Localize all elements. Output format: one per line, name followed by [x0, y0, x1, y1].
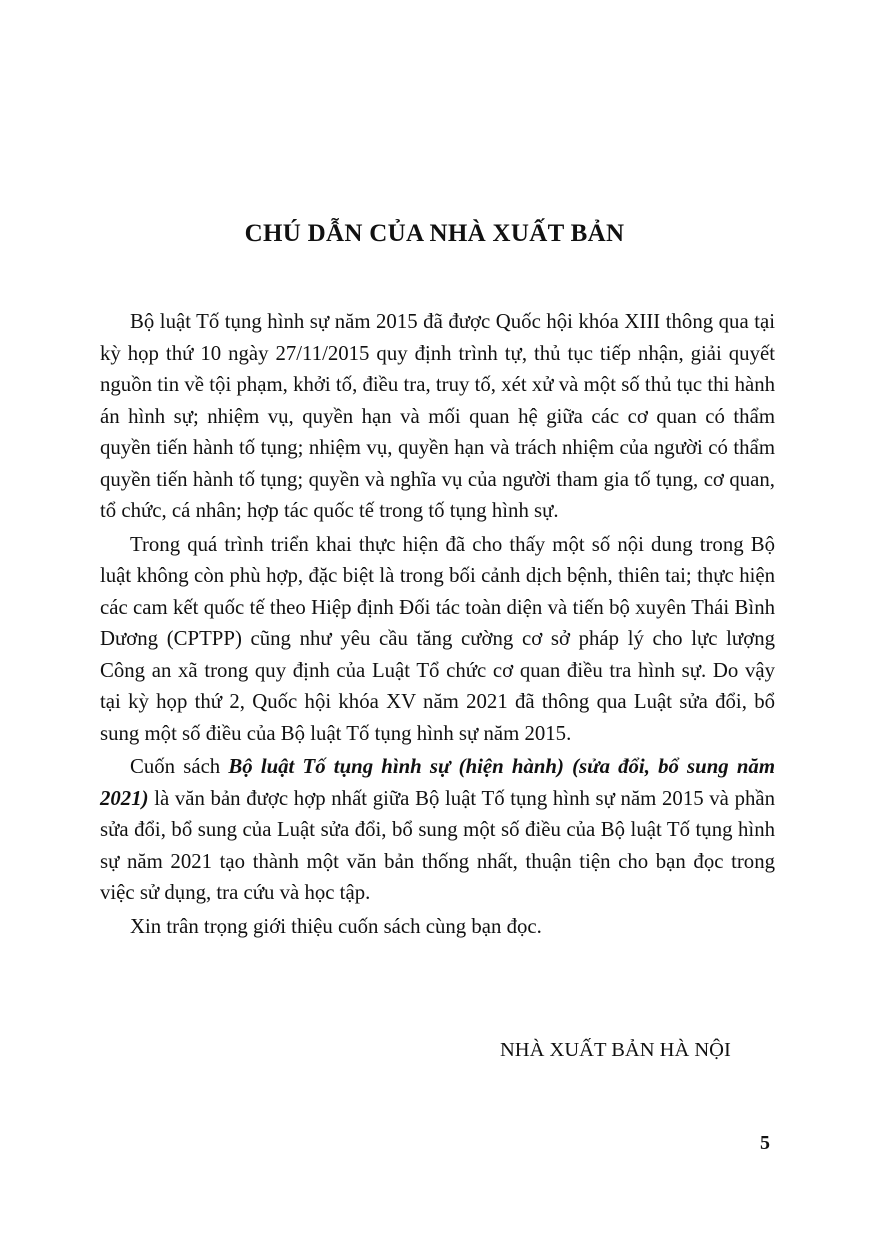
paragraph-1: Bộ luật Tố tụng hình sự năm 2015 đã được Quốc hội khóa XIII thông qua tại kỳ họp thứ 10 ngày 27/11/2015 quy định trình tự, thủ tục tiếp nhận, giải quyết nguồn tin về tội phạm, khởi tố, điều tra, truy tố, xét xử và một số thủ tục thi hành án hình sự; nhiệm vụ, quyền hạn và mối quan hệ giữa các cơ quan có thẩm quyền tiến hành tố tụng; nhiệm vụ, quyền hạn và trách nhiệm của người có thẩm quyền tiến hành tố tụng; quyền và nghĩa vụ của người tham gia tố tụng, cơ quan, tổ chức, cá nhân; hợp tác quốc tế trong tố tụng hình sự. — [100, 310, 775, 522]
paragraph-3-suffix: là văn bản được hợp nhất giữa Bộ luật Tố tụng hình sự năm 2015 và phần sửa đổi, bổ sung của Luật sửa đổi, bổ sung một số điều của Bộ luật Tố tụng hình sự năm 2021 tạo thành một văn bản thống nhất, thuận tiện cho bạn đọc trong việc sử dụng, tra cứu và học tập. — [100, 786, 775, 904]
paragraph-4: Xin trân trọng giới thiệu cuốn sách cùng bạn đọc. — [130, 914, 542, 938]
paragraph-3-prefix: Cuốn sách — [130, 755, 229, 778]
body-text — [100, 306, 775, 944]
page-number: 5 — [760, 1132, 770, 1154]
book-title: Bộ luật Tố tụng hình sự (hiện hành) (sửa đổi, bổ sung năm 2021) — [100, 755, 775, 810]
page-title: CHÚ DẪN CỦA NHÀ XUẤT BẢN — [244, 220, 625, 247]
paragraph-3 — [100, 751, 775, 909]
paragraph-2: Trong quá trình triển khai thực hiện đã cho thấy một số nội dung trong Bộ luật không còn phù hợp, đặc biệt là trong bối cảnh dịch bệnh, thiên tai; thực hiện các cam kết quốc tế theo Hiệp định Đối tác toàn diện và tiến bộ xuyên Thái Bình Dương (CPTPP) cũng như yêu cầu tăng cường cơ sở pháp lý cho lực lượng Công an xã trong quy định của Luật Tổ chức cơ quan điều tra hình sự. Do vậy tại kỳ họp thứ 2, Quốc hội khóa XV năm 2021 đã thông qua Luật sửa đổi, bổ sung một số điều của Bộ luật Tố tụng hình sự năm 2015. — [100, 532, 775, 745]
publisher-signature: NHÀ XUẤT BẢN HÀ NỘI — [500, 1039, 731, 1061]
